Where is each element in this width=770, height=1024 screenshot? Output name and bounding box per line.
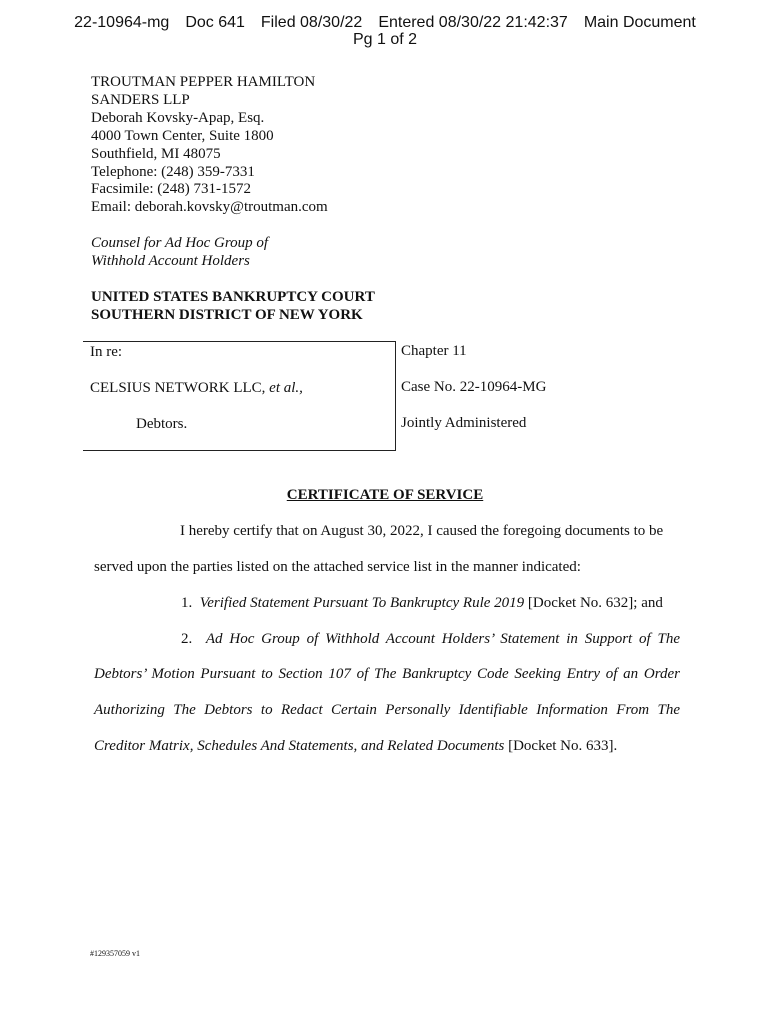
item2-number: 2. [181,631,193,647]
service-item-2-line3: Authorizing The Debtors to Redact Certain Personally Identifiable Information From The [94,702,680,718]
item2-docket: [Docket No. 633]. [508,738,618,754]
item1-docket: [Docket No. 632]; and [527,595,663,611]
filed-date-stamp: Filed 08/30/22 [260,14,363,31]
address-line1: 4000 Town Center, Suite 1800 [91,127,274,144]
service-item-1 [181,595,680,612]
court-name-line1: UNITED STATES BANKRUPTCY COURT [91,289,375,305]
doc-number-stamp: Doc 641 [185,14,245,31]
telephone: Telephone: (248) 359-7331 [91,163,255,180]
debtor-name-text: CELSIUS NETWORK LLC, [90,380,266,396]
address-line2: Southfield, MI 48075 [91,145,221,162]
service-item-2-line4 [94,738,680,755]
attorney-name: Deborah Kovsky-Apap, Esq. [91,109,265,126]
counsel-role-line1: Counsel for Ad Hoc Group of [91,235,269,251]
page-count-stamp: Pg 1 of 2 [352,31,418,48]
item2-line1-text: Ad Hoc Group of Withhold Account Holders’ Statement in Support of The [205,631,681,647]
firm-name-line2: SANDERS LLP [91,91,190,108]
certify-line2: served upon the parties listed on the attached service list in the manner indicated: [94,559,581,575]
debtor-name [90,380,303,397]
chapter-label: Chapter 11 [401,343,467,359]
filing-header-line1 [0,14,770,31]
counsel-role-line2: Withhold Account Holders [91,252,250,269]
case-caption-box [83,341,396,451]
entered-date-stamp: Entered 08/30/22 21:42:37 [378,14,568,31]
court-name [91,289,375,325]
email: Email: deborah.kovsky@troutman.com [91,199,328,216]
case-number-stamp: 22-10964-mg [74,14,170,31]
in-re-label: In re: [90,344,123,360]
court-name-line2: SOUTHERN DISTRICT OF NEW YORK [91,306,363,323]
main-document-stamp: Main Document [583,14,696,31]
item1-title: Verified Statement Pursuant To Bankruptcy Rule 2019 [199,595,525,611]
jointly-administered-label: Jointly Administered [401,415,527,431]
document-title: CERTIFICATE OF SERVICE [286,487,484,503]
counsel-block [91,74,328,217]
document-id-footer: #129357059 v1 [90,949,140,958]
filing-header [0,14,770,48]
counsel-role [91,235,268,271]
item2-line4-text: Creditor Matrix, Schedules And Statements, and Related Documents [94,738,505,754]
debtors-label: Debtors. [136,416,188,432]
item1-number: 1. [181,595,193,611]
certify-line1: I hereby certify that on August 30, 2022, I caused the foregoing documents to be [180,523,664,539]
case-number-label: Case No. 22-10964-MG [401,379,547,395]
firm-name-line1: TROUTMAN PEPPER HAMILTON [91,74,316,90]
facsimile: Facsimile: (248) 731-1572 [91,181,251,198]
service-item-2-line1 [181,631,680,648]
et-al-text: et al., [269,380,303,396]
service-item-2-line2: Debtors’ Motion Pursuant to Section 107 of The Bankruptcy Code Seeking Entry of an Order [94,666,680,682]
